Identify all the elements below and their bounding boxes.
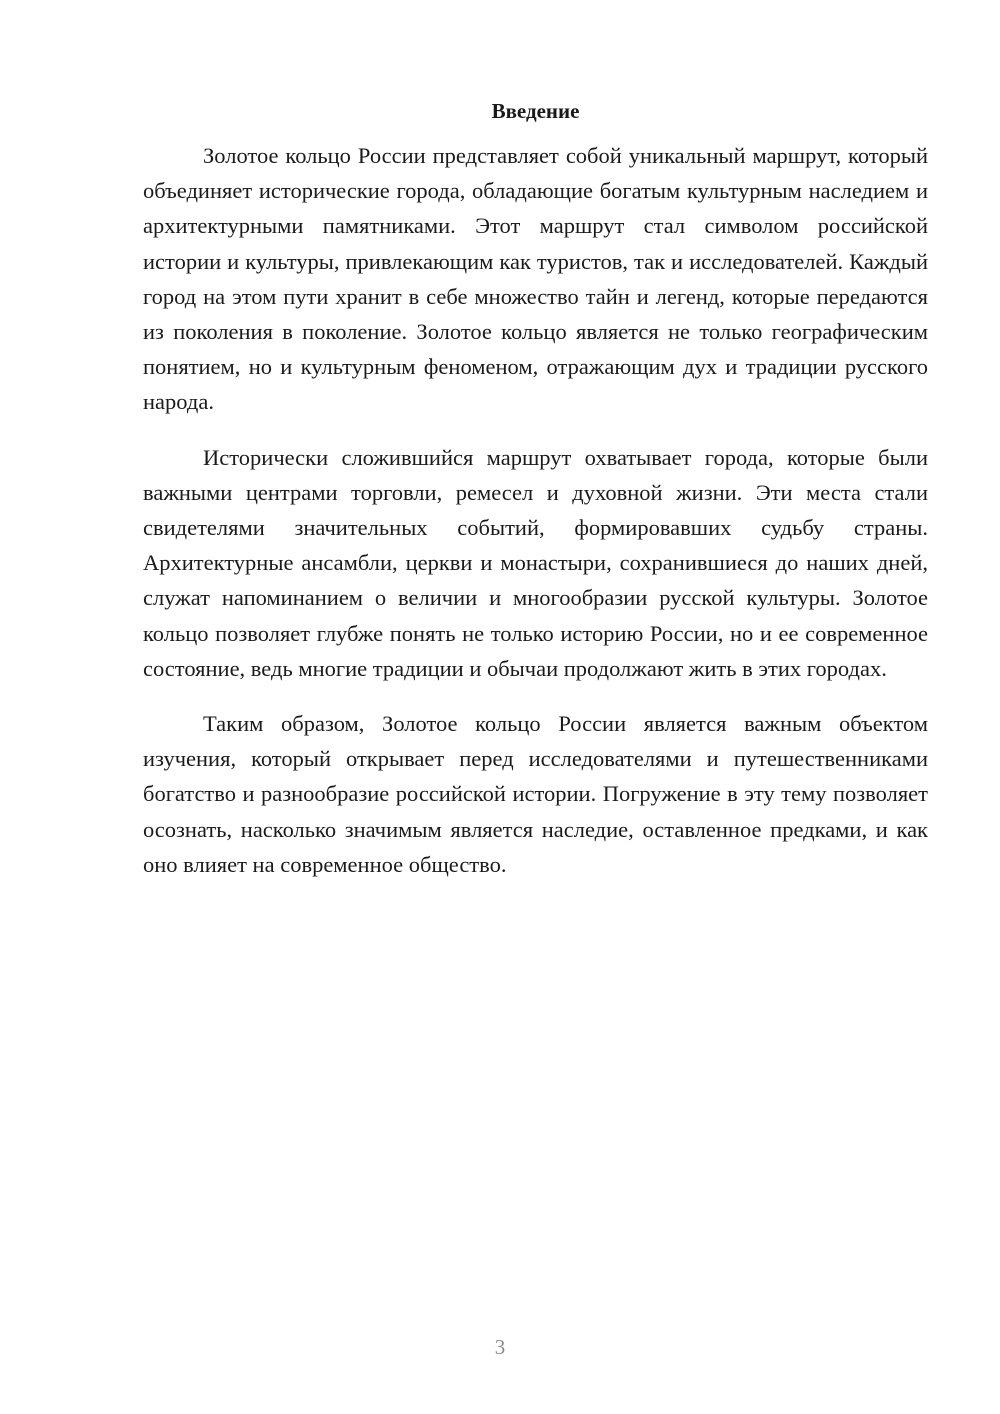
page-number: 3 — [494, 1335, 506, 1359]
paragraph-1: Золотое кольцо России представляет собой уникальный маршрут, который объединяет исторические города, обладающие богатым культурным наследием и архитектурными памятниками. Этот маршрут стал символом российской истории и культуры, привлекающим как туристов, так и исследователей. Каждый город на этом пути хранит в себе множество тайн и легенд, которые передаются из поколения в поколение. Золотое кольцо является не только географическим понятием, но и культурным феноменом, отражающим дух и традиции русского народа. — [143, 143, 928, 415]
page-content — [143, 96, 928, 902]
paragraph-2: Исторически сложившийся маршрут охватывает города, которые были важными центрами торговли, ремесел и духовной жизни. Эти места стали свидетелями значительных событий, формировавших судьбу страны. Архитектурные ансамбли, церкви и монастыри, сохранившиеся до наших дней, служат напоминанием о величии и многообразии русской культуры. Золотое кольцо позволяет глубже понять не только историю России, но и ее современное состояние, ведь многие традиции и обычаи продолжают жить в этих городах. — [143, 444, 928, 681]
paragraph-3: Таким образом, Золотое кольцо России является важным объектом изучения, который открывает перед исследователями и путешественниками богатство и разнообразие российской истории. Погружение в эту тему позволяет осознать, насколько значимым является наследие, оставленное предками, и как оно влияет на современное общество. — [143, 711, 928, 877]
section-heading: Введение — [491, 99, 580, 123]
